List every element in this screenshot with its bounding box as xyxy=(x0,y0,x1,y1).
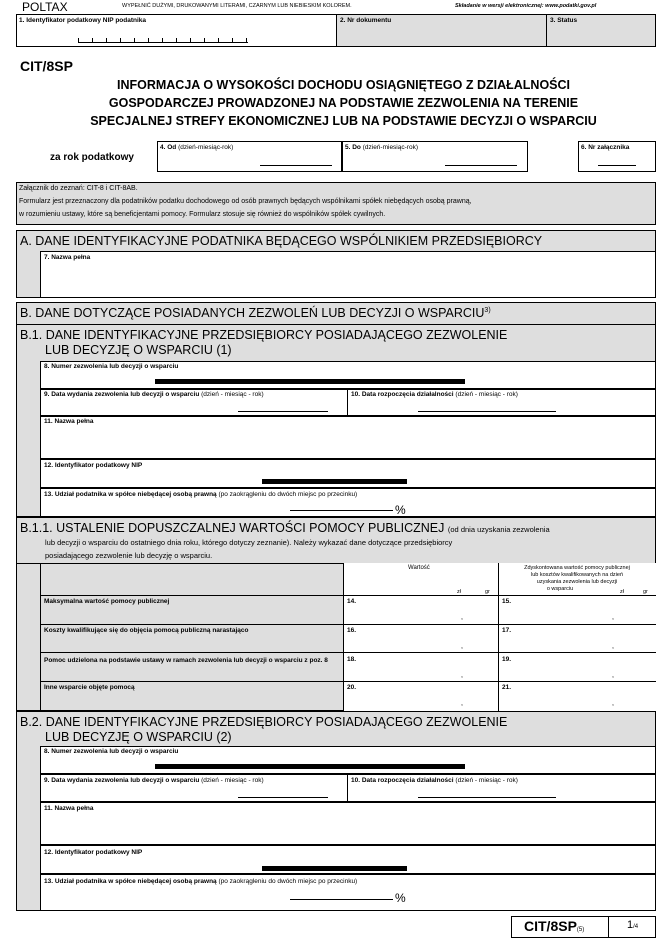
info-line-1: Załącznik do zeznań: CIT-8 i CIT-8AB. xyxy=(19,185,138,192)
b11-row-1-a[interactable]: 14. xyxy=(347,598,357,605)
from-label: 4. Od (dzień-miesiąc-rok) xyxy=(160,144,234,151)
field-7-label: 7. Nazwa pełna xyxy=(44,254,91,261)
b1-field-13-label: 13. Udział podatnika w spółce niebędącej osobą prawną (po zaokrągleniu do dwóch miejsc po przecinku) xyxy=(44,491,358,498)
b1-field-11-label: 11. Nazwa pełna xyxy=(44,418,94,425)
zl-label-a: zł xyxy=(457,589,461,595)
form-title-3: SPECJALNEJ STREFY EKONOMICZNEJ LUB NA PODSTAWIE DECYZJI O WSPARCIU xyxy=(90,114,597,128)
b2-field-8-input[interactable] xyxy=(155,764,465,769)
b2-field-10-input[interactable] xyxy=(418,797,556,798)
tax-year-label: za rok podatkowy xyxy=(50,152,134,163)
b1-percent-sign: % xyxy=(395,503,406,517)
info-line-2: Formularz jest przeznaczony dla podatników podatku dochodowego od osób prawnych będących wspólnikami spółek niebędących osobą prawną, xyxy=(19,198,472,205)
doc-nr-label: 2. Nr dokumentu xyxy=(340,17,392,24)
b2-field-13-label: 13. Udział podatnika w spółce niebędącej osobą prawną (po zaokrągleniu do dwóch miejsc po przecinku) xyxy=(44,878,358,885)
b1-title-1: B.1. DANE IDENTYFIKACYJNE PRZEDSIĘBIORCY POSIADAJĄCEGO ZEZWOLENIE xyxy=(20,328,508,342)
b2-field-10-label: 10. Data rozpoczęcia działalności (dzień - miesiąc - rok) xyxy=(351,777,518,784)
b11-row-1-label: Maksymalna wartość pomocy publicznej xyxy=(44,598,170,605)
b2-field-12-label: 12. Identyfikator podatkowy NIP xyxy=(44,849,143,856)
b11-line-2: lub decyzji o wsparciu do ostatniego dnia roku, którego dotyczy zeznanie). Należy wykazać dane dotyczące przedsiębiorcy xyxy=(45,538,453,547)
b1-field-10-input[interactable] xyxy=(418,411,556,412)
b11-row-2-label: Koszty kwalifikujące się do objęcia pomocą publiczną narastająco xyxy=(44,627,249,634)
status-label: 3. Status xyxy=(550,17,578,24)
attachment-nr-input[interactable] xyxy=(598,165,636,166)
b11-row-4-b[interactable]: 21. xyxy=(502,684,512,691)
b1-field-9-label: 9. Data wydania zezwolenia lub decyzji o wsparciu (dzień - miesiąc - rok) xyxy=(44,391,264,398)
to-date-input[interactable] xyxy=(445,165,517,166)
nip-label: 1. Identyfikator podatkowy NIP podatnika xyxy=(19,17,147,24)
gr-label-b: gr xyxy=(643,589,648,595)
col-disc-header-4: o wsparciu xyxy=(546,586,574,592)
footer-page-number: 1/4 xyxy=(627,919,639,931)
b2-field-9-label: 9. Data wydania zezwolenia lub decyzji o wsparciu (dzień - miesiąc - rok) xyxy=(44,777,264,784)
b1-title-2: LUB DECYZJĘ O WSPARCIU (1) xyxy=(45,343,232,357)
b11-row-4-label: Inne wsparcie objęte pomocą xyxy=(44,684,135,691)
brand-poltax: POLTAX xyxy=(22,0,68,14)
from-date-input[interactable] xyxy=(260,165,332,166)
b2-percent-sign: % xyxy=(395,891,406,905)
form-title-2: GOSPODARCZEJ PROWADZONEJ NA PODSTAWIE ZEZWOLENIA NA TERENIE xyxy=(108,96,579,110)
col-disc-header-1: Zdyskontowana wartość pomocy publicznej xyxy=(524,565,630,571)
footer-form-code: CIT/8SP(5) xyxy=(524,918,585,934)
b2-title-2: LUB DECYZJĘ O WSPARCIU (2) xyxy=(45,730,232,744)
b1-field-8-label: 8. Numer zezwolenia lub decyzji o wsparciu xyxy=(44,363,179,370)
b2-field-9-input[interactable] xyxy=(238,797,328,798)
col-disc-header-3: uzyskania zezwolenia lub decyzji xyxy=(536,579,618,585)
b2-field-12-input[interactable] xyxy=(262,866,407,871)
attachment-nr-label: 6. Nr załącznika xyxy=(581,144,630,151)
section-a-title: A. DANE IDENTYFIKACYJNE PODATNIKA BĘDĄCEGO WSPÓLNIKIEM PRZEDSIĘBIORCY xyxy=(20,234,543,248)
b2-field-11-label: 11. Nazwa pełna xyxy=(44,805,94,812)
form-title-1: INFORMACJA O WYSOKOŚCI DOCHODU OSIĄGNIĘTEGO Z DZIAŁALNOŚCI xyxy=(116,78,570,92)
b2-field-8-label: 8. Numer zezwolenia lub decyzji o wsparciu xyxy=(44,748,179,755)
b11-row-2-b[interactable]: 17. xyxy=(502,627,512,634)
b1-field-9-input[interactable] xyxy=(238,411,328,412)
b11-row-3-label: Pomoc udzielona na podstawie ustawy w ramach zezwolenia lub decyzji o wsparciu z poz. 8 xyxy=(44,657,328,664)
b11-row-4-a[interactable]: 20. xyxy=(347,684,357,691)
fill-instruction: WYPEŁNIĆ DUŻYMI, DRUKOWANYMI LITERAMI, CZARNYM LUB NIEBIESKIM KOLOREM. xyxy=(122,3,352,9)
section-b-title: B. DANE DOTYCZĄCE POSIADANYCH ZEZWOLEŃ LUB DECYZJI O WSPARCIU$^{3)}$ xyxy=(20,306,491,320)
gr-label-a: gr xyxy=(485,589,490,595)
to-label: 5. Do (dzień-miesiąc-rok) xyxy=(345,144,418,151)
b11-row-2-a[interactable]: 16. xyxy=(347,627,357,634)
b11-row-3-b[interactable]: 19. xyxy=(502,656,512,663)
b2-title-1: B.2. DANE IDENTYFIKACYJNE PRZEDSIĘBIORCY POSIADAJĄCEGO ZEZWOLENIE xyxy=(20,715,508,729)
b1-field-12-label: 12. Identyfikator podatkowy NIP xyxy=(44,462,143,469)
b11-row-3-a[interactable]: 18. xyxy=(347,656,357,663)
col-disc-header-2: lub kosztów kwalifikowanych na dzień xyxy=(530,572,624,578)
b1-field-12-input[interactable] xyxy=(262,479,407,484)
electronic-info: Składanie w wersji elektronicznej: www.podatki.gov.pl xyxy=(455,3,597,9)
b2-field-13-input[interactable] xyxy=(290,899,393,900)
info-line-3: w rozumieniu ustawy, które są beneficjentami pomocy. Formularz stosuje się również do wspólników spółek cywilnych. xyxy=(19,211,386,218)
col-value-header: Wartość xyxy=(408,565,430,571)
zl-label-b: zł xyxy=(620,589,624,595)
b1-field-8-input[interactable] xyxy=(155,379,465,384)
b11-title: B.1.1. USTALENIE DOPUSZCZALNEJ WARTOŚCI POMOCY PUBLICZNEJ (od dnia uzyskania zezwolenia xyxy=(20,521,550,535)
b1-field-10-label: 10. Data rozpoczęcia działalności (dzień - miesiąc - rok) xyxy=(351,391,518,398)
form-code: CIT/8SP xyxy=(20,58,73,74)
nip-input[interactable] xyxy=(78,38,248,43)
b1-field-13-input[interactable] xyxy=(290,510,393,511)
b11-line-3: posiadającego zezwolenie lub decyzję o wsparciu. xyxy=(45,551,213,560)
b11-row-1-b[interactable]: 15. xyxy=(502,598,512,605)
